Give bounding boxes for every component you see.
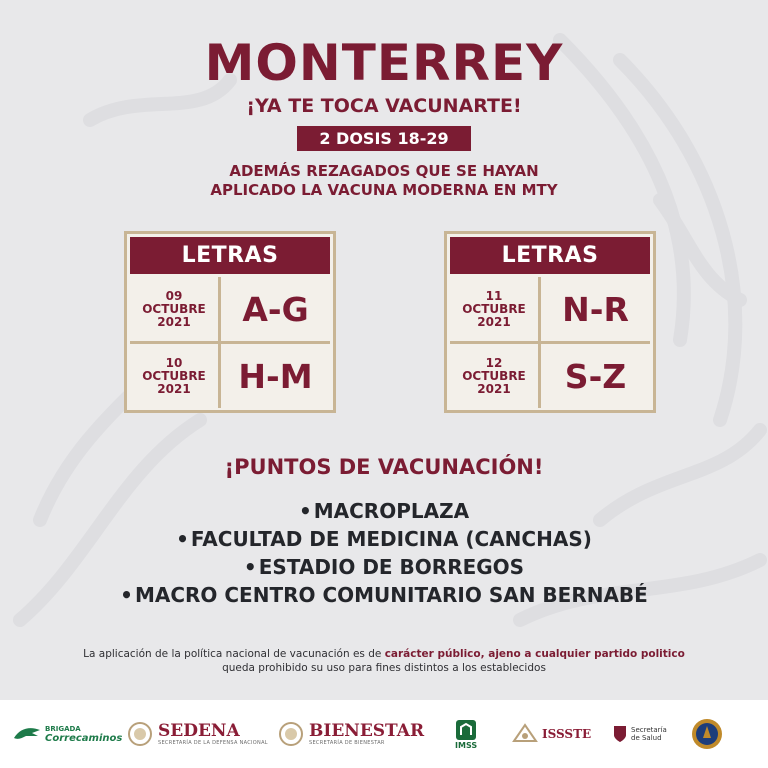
bienestar-name: BIENESTAR [309, 721, 425, 741]
punto-label: MACROPLAZA [313, 499, 470, 523]
puntos-title: ¡PUNTOS DE VACUNACIÓN! [224, 455, 544, 479]
date-month: OCTUBRE [142, 368, 206, 383]
dose-badge: 2 DOSIS 18-29 [297, 126, 471, 151]
issste-emblem-icon [512, 723, 538, 745]
schedule-row [450, 344, 650, 408]
card-header: LETRAS [450, 237, 650, 274]
imss-emblem-icon [455, 719, 477, 741]
shield-icon [612, 724, 628, 744]
disclaimer [0, 647, 768, 675]
list-item [0, 525, 768, 553]
salud-line-2: de Salud [631, 734, 662, 742]
date-cell [450, 277, 541, 341]
disclaimer-line-2: queda prohibido su uso para fines distintos a los establecidos [222, 662, 546, 674]
date-day: 09 [165, 288, 183, 303]
sedena-logo [127, 712, 268, 756]
date-year: 2021 [477, 314, 511, 329]
disclaimer-bold: carácter público, ajeno a cualquier partido politico [384, 648, 685, 660]
bullet: • [176, 527, 189, 551]
note-line-2: APLICADO LA VACUNA MODERNA EN MTY [210, 181, 558, 199]
schedule-row [130, 344, 330, 408]
brigada-logo [12, 712, 122, 756]
punto-label: FACULTAD DE MEDICINA (CANCHAS) [190, 527, 592, 551]
brigada-top: BRIGADA [45, 724, 81, 733]
date-day: 12 [485, 355, 503, 370]
salud-logo [612, 712, 667, 756]
footer-logos [0, 700, 768, 768]
punto-label: MACRO CENTRO COMUNITARIO SAN BERNABÉ [134, 583, 648, 607]
list-item [0, 553, 768, 581]
letter-range: A-G [242, 289, 309, 329]
date-cell [130, 344, 221, 408]
schedule-row [130, 277, 330, 341]
bullet: • [243, 555, 257, 579]
list-item [0, 497, 768, 525]
issste-label: ISSSTE [542, 727, 592, 741]
university-seal-icon [691, 718, 723, 750]
imss-logo [455, 712, 477, 756]
card-header: LETRAS [130, 237, 330, 274]
schedule-card-left [124, 231, 336, 413]
bullet: • [298, 499, 312, 523]
disclaimer-text: La aplicación de la política nacional de vacunación es de [83, 648, 385, 660]
roadrunner-icon [12, 724, 42, 744]
date-year: 2021 [157, 314, 191, 329]
date-day: 10 [165, 355, 183, 370]
letter-range: N-R [562, 289, 629, 329]
date-month: OCTUBRE [142, 301, 206, 316]
university-seal [691, 712, 723, 756]
issste-logo [512, 712, 591, 756]
imss-label: IMSS [455, 740, 478, 750]
disclaimer-line-1 [0, 647, 768, 661]
date-year: 2021 [157, 381, 191, 396]
subtitle: ¡YA TE TOCA VACUNARTE! [246, 95, 522, 117]
salud-line-1: Secretaría [631, 726, 667, 734]
letter-range: S-Z [564, 356, 627, 396]
schedule-row [450, 277, 650, 341]
date-year: 2021 [477, 381, 511, 396]
note-line-1: ADEMÁS REZAGADOS QUE SE HAYAN [229, 162, 539, 180]
bullet: • [120, 583, 133, 607]
brigada-bottom: Correcaminos [45, 732, 123, 744]
bienestar-logo [278, 712, 424, 756]
date-cell [130, 277, 221, 341]
punto-label: ESTADIO DE BORREGOS [258, 555, 525, 579]
eagle-seal-icon [127, 721, 153, 747]
list-item [0, 581, 768, 609]
letter-range: H-M [238, 356, 313, 396]
page-title: MONTERREY [204, 34, 564, 92]
sedena-name: SEDENA [158, 721, 240, 741]
date-month: OCTUBRE [462, 301, 526, 316]
bienestar-sub: SECRETARÍA DE BIENESTAR [309, 740, 385, 746]
date-cell [450, 344, 541, 408]
date-day: 11 [485, 288, 503, 303]
date-month: OCTUBRE [462, 368, 526, 383]
eligibility-note [0, 162, 768, 200]
eagle-seal-icon [278, 721, 304, 747]
sedena-sub: SECRETARÍA DE LA DEFENSA NACIONAL [158, 740, 268, 746]
puntos-list [0, 497, 768, 609]
schedule-card-right [444, 231, 656, 413]
